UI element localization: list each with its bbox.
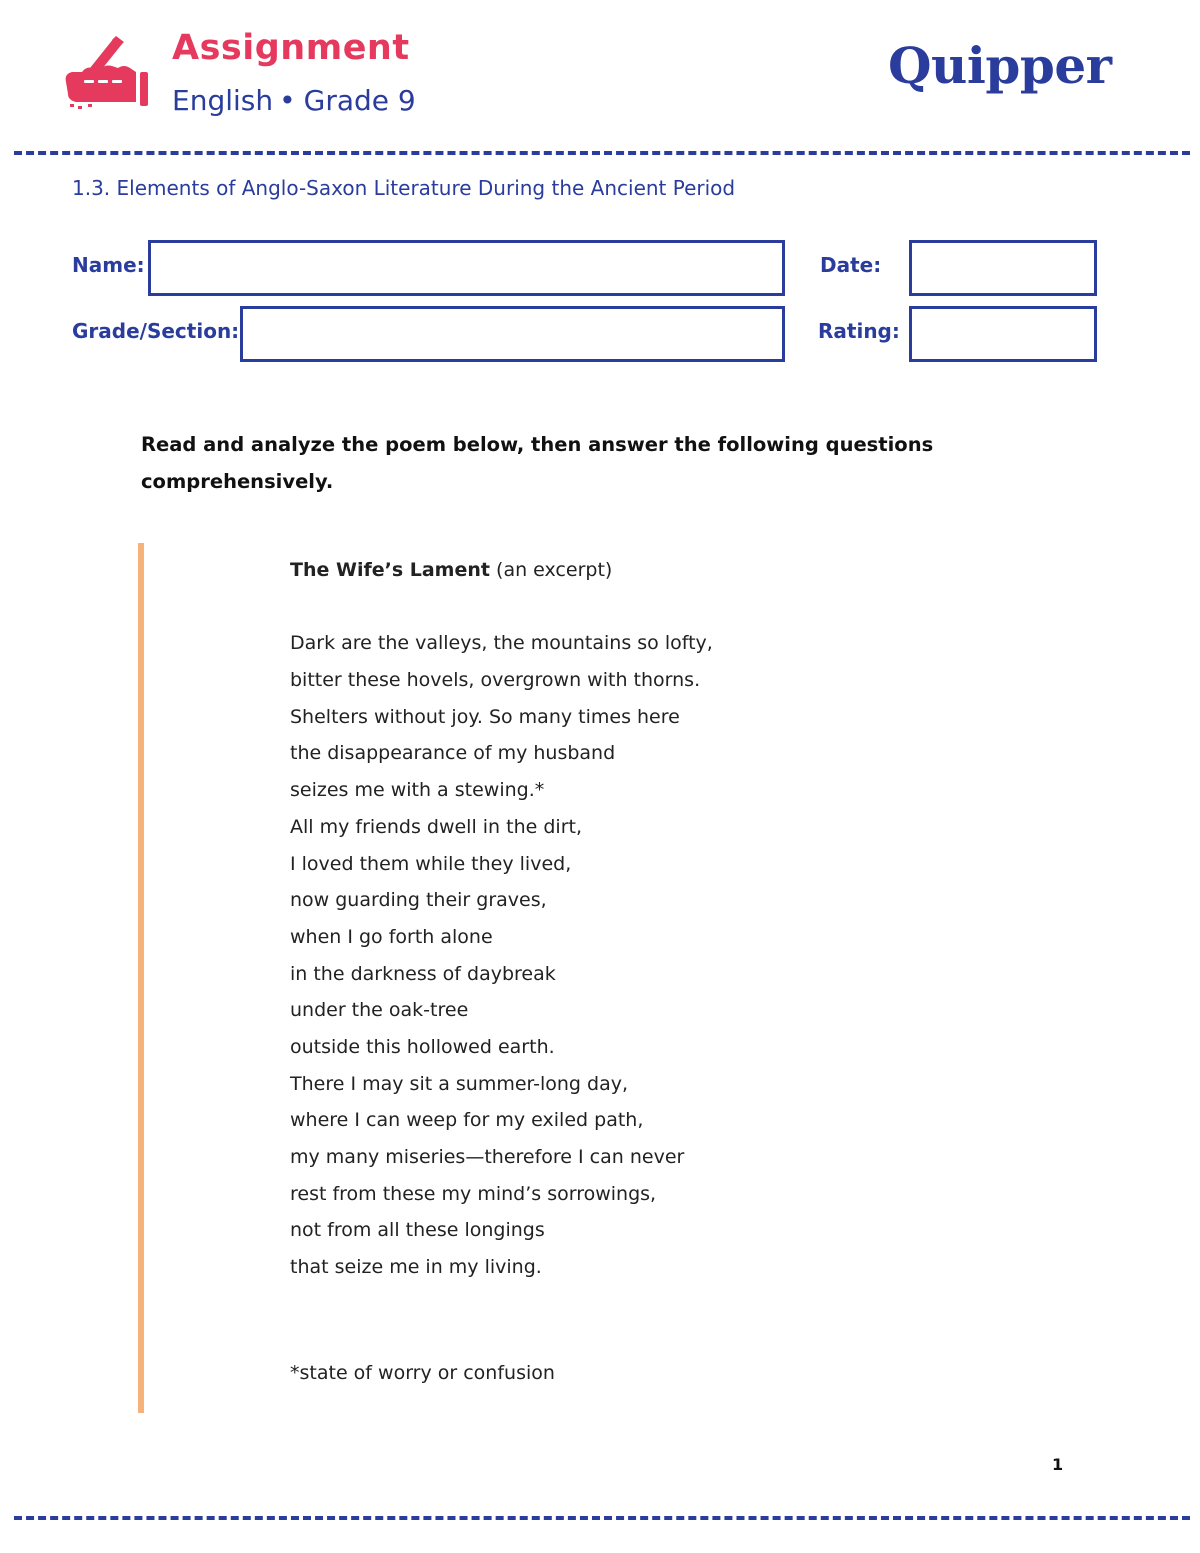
poem-line: rest from these my mind’s sorrowings, — [290, 1182, 657, 1205]
grade-section-field[interactable] — [240, 306, 785, 362]
rating-label: Rating: — [818, 319, 900, 343]
poem-line: Dark are the valleys, the mountains so lofty, — [290, 632, 713, 655]
poem-line: when I go forth alone — [290, 925, 493, 948]
poem-block — [290, 552, 713, 1286]
poem-line: I loved them while they lived, — [290, 852, 572, 875]
grade-label: Grade 9 — [303, 84, 416, 117]
assignment-title: Assignment — [172, 28, 410, 68]
header-divider — [14, 151, 1190, 155]
poem-line: outside this hollowed earth. — [290, 1035, 555, 1058]
poem-line: that seize me in my living. — [290, 1256, 542, 1279]
rating-field[interactable] — [909, 306, 1097, 362]
poem-line: not from all these longings — [290, 1219, 545, 1242]
footer-divider — [14, 1516, 1190, 1520]
separator-dot: • — [279, 84, 296, 117]
poem-line: Shelters without joy. So many times here — [290, 705, 680, 728]
poem-title-note: (an excerpt) — [496, 559, 613, 581]
poem-line: All my friends dwell in the dirt, — [290, 815, 583, 838]
lesson-title: 1.3. Elements of Anglo-Saxon Literature During the Ancient Period — [72, 176, 736, 200]
quote-bar — [138, 543, 144, 1413]
instructions-text: Read and analyze the poem below, then answer the following questions comprehensively. — [141, 433, 934, 493]
poem-title: The Wife’s Lament — [290, 559, 490, 581]
date-label: Date: — [820, 253, 882, 277]
poem-line: seizes me with a stewing.* — [290, 779, 545, 802]
poem-line: the disappearance of my husband — [290, 742, 616, 765]
poem-line: under the oak-tree — [290, 999, 469, 1022]
name-label: Name: — [72, 253, 145, 277]
poem-line: my many miseries—therefore I can never — [290, 1146, 685, 1169]
subject-grade — [172, 84, 416, 117]
poem-footnote: *state of worry or confusion — [290, 1362, 555, 1384]
poem-line: now guarding their graves, — [290, 889, 547, 912]
poem-lines — [290, 625, 713, 1285]
name-field[interactable] — [148, 240, 785, 296]
poem-line: bitter these hovels, overgrown with thorns. — [290, 669, 701, 692]
page-number: 1 — [1052, 1455, 1064, 1474]
poem-heading — [290, 552, 713, 589]
poem-line: where I can weep for my exiled path, — [290, 1109, 644, 1132]
date-field[interactable] — [909, 240, 1097, 296]
grade-section-label: Grade/Section: — [72, 319, 240, 343]
brand-logo: Quipper — [888, 36, 1112, 95]
poem-line: There I may sit a summer-long day, — [290, 1072, 629, 1095]
poem-line: in the darkness of daybreak — [290, 962, 556, 985]
hand-writing-icon — [60, 36, 152, 112]
subject-label: English — [172, 84, 274, 117]
